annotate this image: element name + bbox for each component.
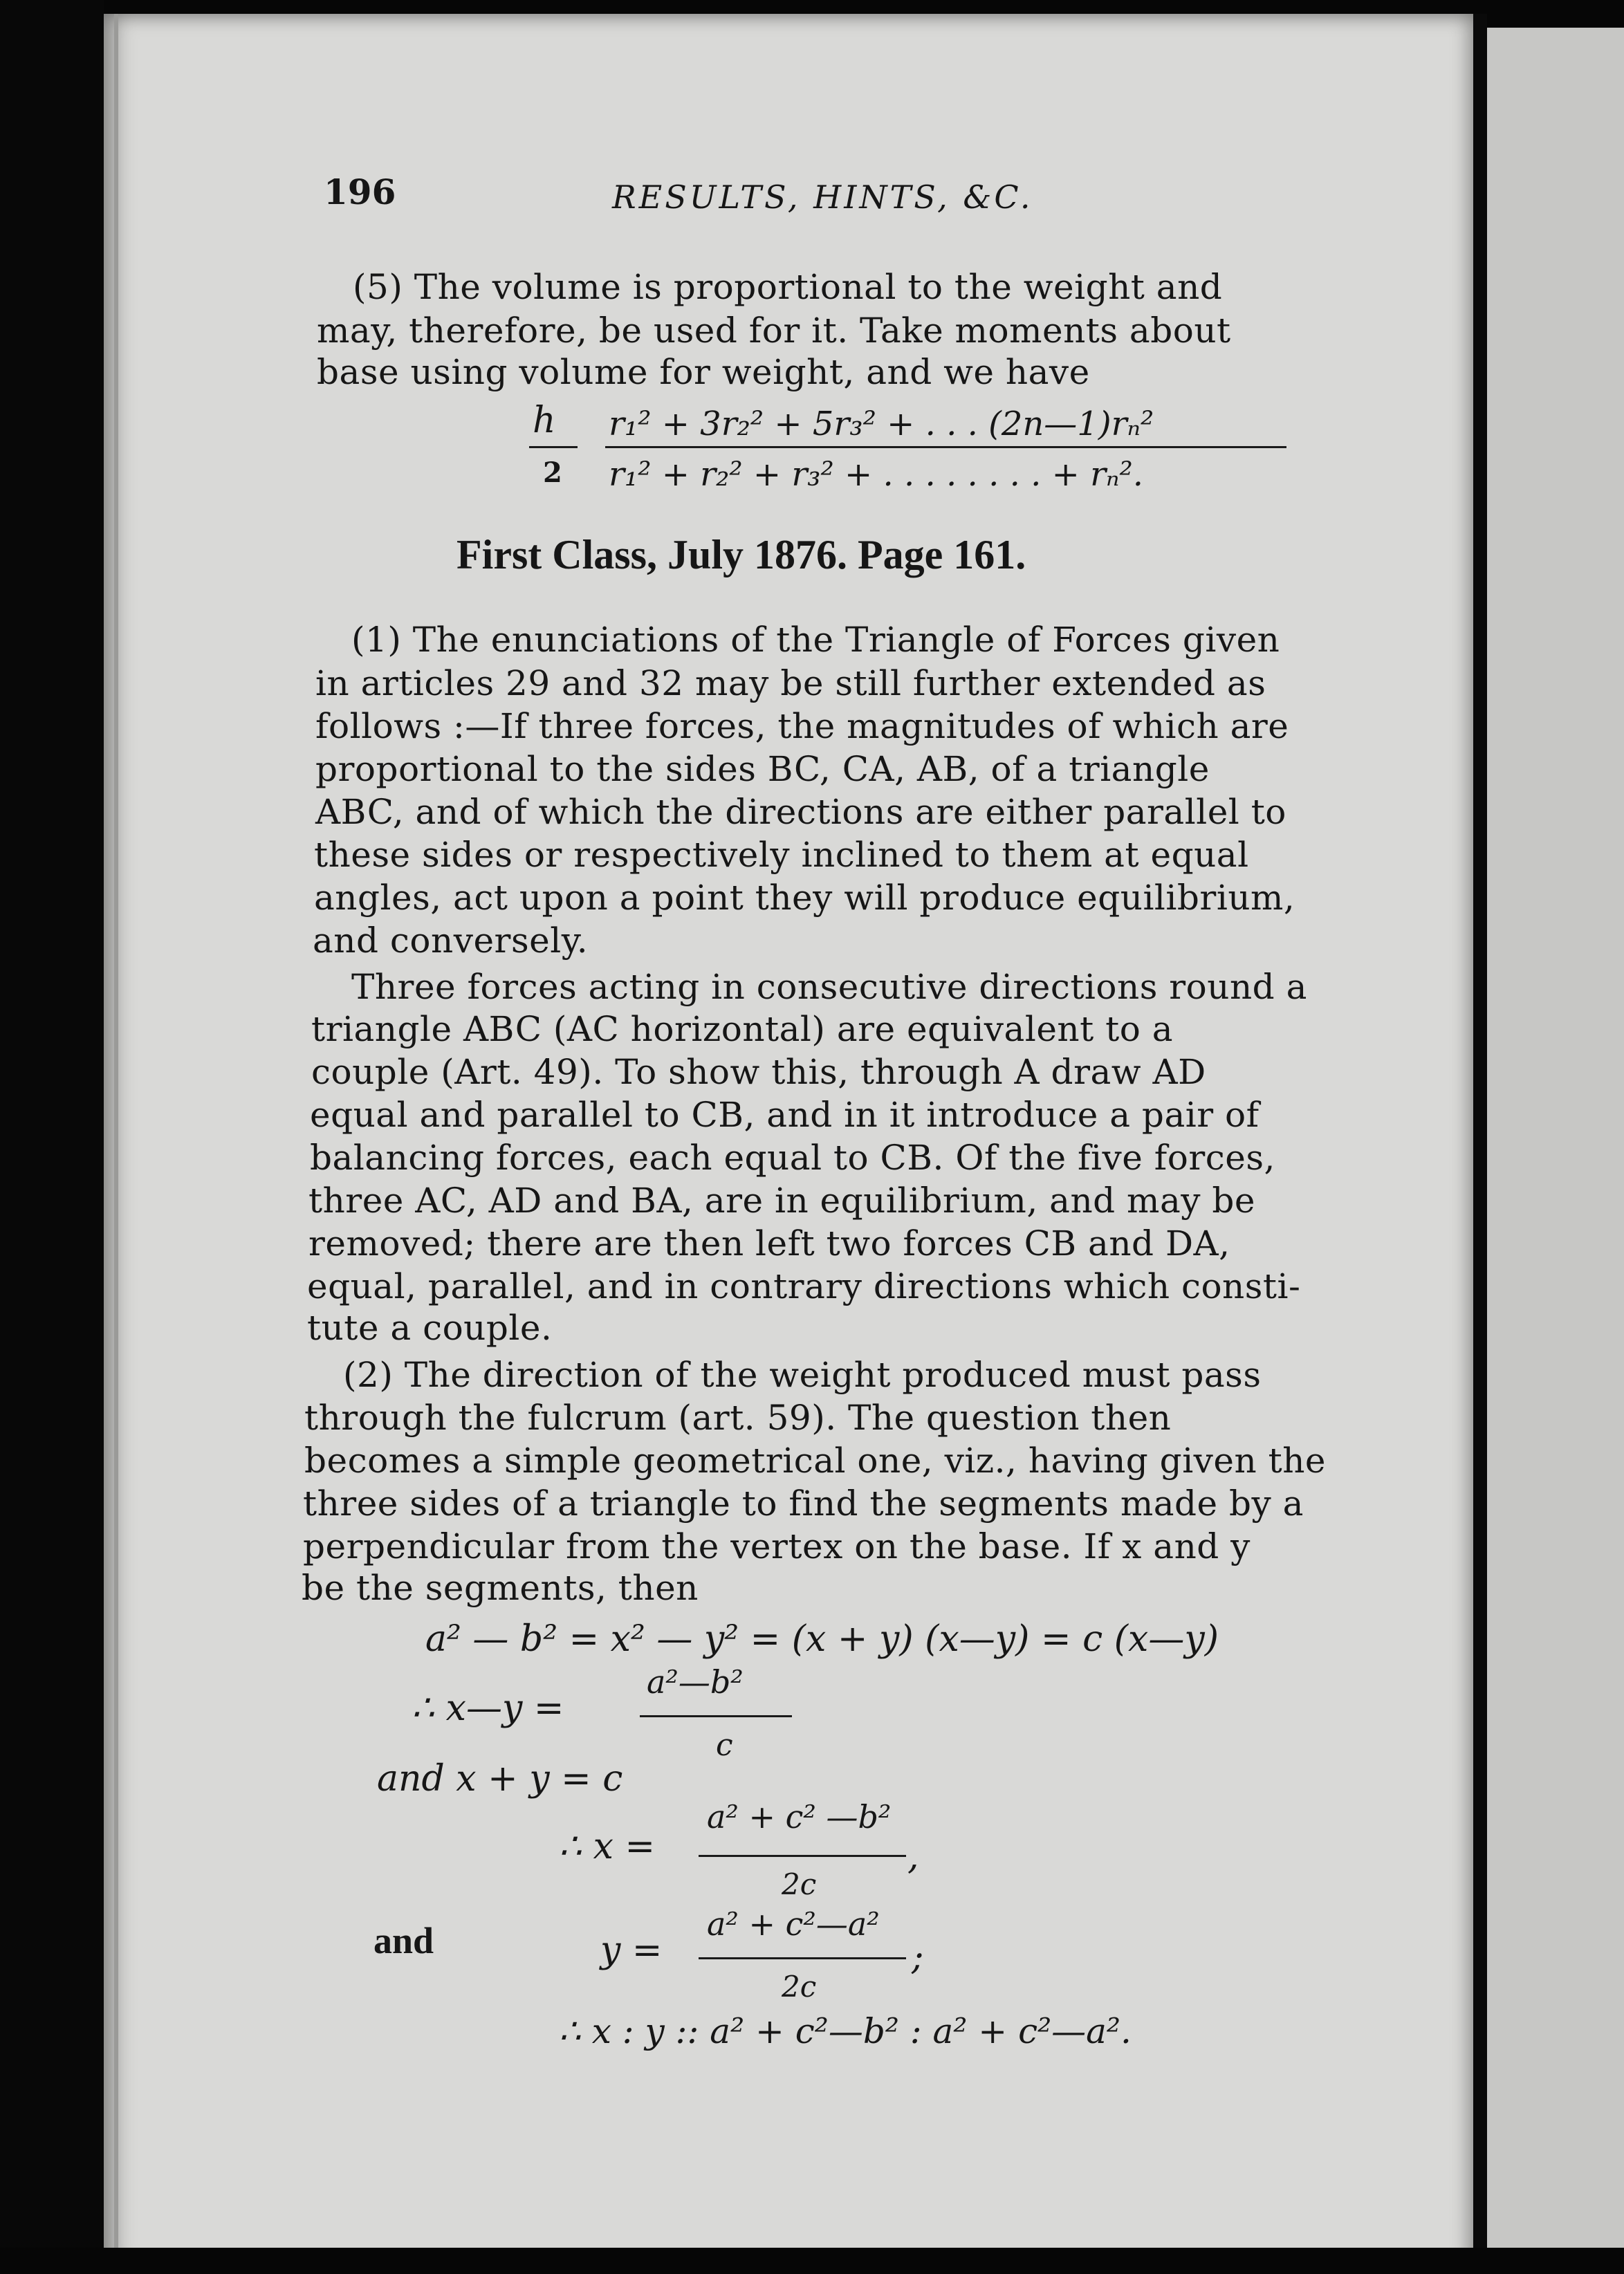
para3-line: through the fulcrum (art. 59). The question then xyxy=(304,1398,1172,1438)
para2-line: Three forces acting in consecutive directions round a xyxy=(351,967,1307,1007)
para2-line: equal and parallel to CB, and in it introduce a pair of xyxy=(310,1095,1259,1135)
para1-line: these sides or respectively inclined to them at equal xyxy=(314,835,1249,875)
scan-border-top xyxy=(104,0,1487,14)
equation-2-fraction-bar xyxy=(640,1715,792,1717)
scan-border-left xyxy=(0,0,104,2274)
scan-divider-right xyxy=(1473,14,1487,2274)
formula-denominator: r₁² + r₂² + r₃² + . . . . . . . . + rₙ². xyxy=(609,455,1143,494)
para3-line: becomes a simple geometrical one, viz., having given the xyxy=(304,1441,1326,1481)
para2-line: equal, parallel, and in contrary directions which consti- xyxy=(307,1266,1301,1306)
equation-5-lhs: y = xyxy=(600,1930,663,1971)
equation-4-fraction-bar xyxy=(699,1855,906,1857)
para1-line: ABC, and of which the directions are either parallel to xyxy=(315,792,1286,832)
equation-1: a² — b² = x² — y² = (x + y) (x—y) = c (x—y) xyxy=(425,1618,1219,1660)
facing-page-edge xyxy=(1487,28,1624,2274)
equation-4-punct: , xyxy=(907,1836,919,1878)
equation-5-and: and xyxy=(373,1920,434,1961)
equation-5-numerator: a² + c²—a² xyxy=(707,1905,880,1943)
para1-line: angles, act upon a point they will produce equilibrium, xyxy=(314,878,1295,918)
equation-4-numerator: a² + c² —b² xyxy=(707,1798,892,1836)
running-title: RESULTS, HINTS, &C. xyxy=(612,178,1033,216)
page-gutter xyxy=(114,14,118,2268)
intro-line: (5) The volume is proportional to the weight and xyxy=(353,267,1223,307)
equation-4-lhs: ∴ x = xyxy=(559,1826,656,1867)
para1-line: proportional to the sides BC, CA, AB, of a triangle xyxy=(315,749,1210,789)
para3-line: three sides of a triangle to find the segments made by a xyxy=(303,1483,1304,1524)
intro-line: may, therefore, be used for it. Take moments about xyxy=(317,311,1231,351)
para3-line: (2) The direction of the weight produced must pass xyxy=(343,1355,1262,1395)
equation-5-fraction-bar xyxy=(699,1957,906,1959)
para1-line: follows :—If three forces, the magnitudes of which are xyxy=(315,706,1289,746)
formula-2: 2 xyxy=(543,456,562,489)
section-heading: First Class, July 1876. Page 161. xyxy=(456,532,1026,577)
formula-numerator: r₁² + 3r₂² + 5r₃² + . . . (2n—1)rₙ² xyxy=(609,405,1154,443)
equation-4-denominator: 2c xyxy=(782,1867,817,1901)
para1-line: (1) The enunciations of the Triangle of Forces given xyxy=(351,620,1280,660)
formula-fraction-bar-right xyxy=(605,446,1286,448)
equation-6: ∴ x : y :: a² + c²—b² : a² + c²—a². xyxy=(559,2011,1132,2051)
para2-line: triangle ABC (AC horizontal) are equivalent to a xyxy=(311,1009,1174,1049)
formula-h: h xyxy=(533,400,556,441)
para2-line: balancing forces, each equal to CB. Of the five forces, xyxy=(310,1138,1275,1178)
equation-5-denominator: 2c xyxy=(782,1970,817,2004)
equation-3: and x + y = c xyxy=(377,1758,623,1800)
equation-2-numerator: a²—b² xyxy=(647,1663,744,1701)
equation-2-denominator: c xyxy=(716,1728,733,1763)
para3-line: be the segments, then xyxy=(302,1568,699,1608)
page-number: 196 xyxy=(324,172,396,212)
intro-line: base using volume for weight, and we have xyxy=(317,352,1090,392)
para1-line: and conversely. xyxy=(313,921,589,961)
equation-2-lhs: ∴ x—y = xyxy=(412,1688,564,1729)
equation-5-punct: ; xyxy=(912,1936,924,1978)
para2-line: removed; there are then left two forces CB and DA, xyxy=(308,1223,1230,1264)
scan-border-bottom xyxy=(0,2248,1624,2274)
formula-fraction-bar-left xyxy=(529,446,578,448)
para2-line: three AC, AD and BA, are in equilibrium, and may be xyxy=(308,1181,1256,1221)
para2-line: couple (Art. 49). To show this, through A draw AD xyxy=(311,1052,1206,1092)
para3-line: perpendicular from the vertex on the base. If x and y xyxy=(303,1526,1251,1566)
para1-line: in articles 29 and 32 may be still further extended as xyxy=(315,663,1266,703)
para2-line: tute a couple. xyxy=(307,1308,553,1348)
